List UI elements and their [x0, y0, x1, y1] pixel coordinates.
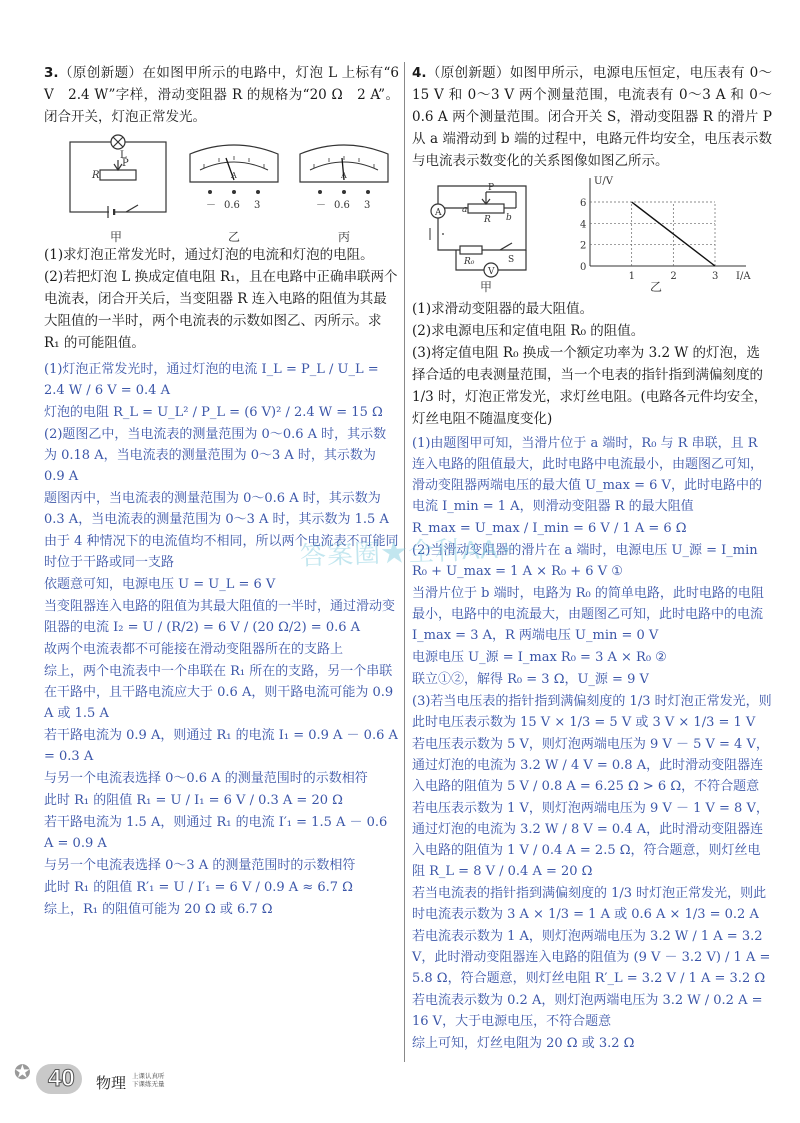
q4-part-3: (3)将定值电阻 R₀ 换成一个额定功率为 3.2 W 的灯泡，选择合适的电表测量范围，当一个电表的指针指到满偏刻度的 1/3 时，灯泡正常发光，求灯丝电阻。(电路各元件均安全，灯丝电阻不随温度变化): [412, 345, 768, 427]
q4-number: 4.: [412, 65, 427, 81]
q3-part-1: (1)求灯泡正常发光时，通过灯泡的电流和灯泡的电阻。: [44, 247, 374, 263]
q4-stem: [412, 62, 772, 172]
q4-answer-line: 若电流表示数为 0.2 A，则灯泡两端电压为 3.2 W / 0.2 A = 16 V，大于电源电压，不符合题意: [412, 993, 763, 1029]
q4-answer-line: (2)当滑动变阻器的滑片在 a 端时，电源电压 U_源 = I_min R₀ + U_max = 1 A × R₀ + 6 V ①: [412, 543, 758, 579]
x-tick-label: 1: [628, 271, 636, 282]
q3-answer-line: (1)灯泡正常发光时，通过灯泡的电流 I_L = P_L / U_L = 2.4 W / 6 V = 0.4 A: [44, 362, 379, 398]
q4-part-1: (1)求滑动变阻器的最大阻值。: [412, 301, 594, 317]
q3-answer-line: 此时 R₁ 的阻值 R′₁ = U / I′₁ = 6 V / 0.9 A ≈ 6.7 Ω: [44, 880, 353, 895]
q3-res-label: R: [92, 170, 100, 181]
q4-answer-line: R_max = U_max / I_min = 6 V / 1 A = 6 Ω: [412, 521, 687, 536]
q3-answer: [44, 358, 399, 920]
q4-res-r: R: [484, 215, 491, 225]
q3-stem-text: （原创新题）在如图甲所示的电路中，灯泡 L 上标有“6 V 2.4 W”字样，滑动变阻器 R 的规格为“20 Ω 2 A”。闭合开关，灯泡正常发光。: [44, 65, 399, 125]
q4-end-b: b: [506, 213, 512, 223]
q4-answer-line: 若电流表示数为 1 A，则灯泡两端电压为 3.2 W / 1 A = 3.2 V，此时滑动变阻器连入电路的阻值为 (9 V － 3.2 V) / 1 A = 5.8 Ω，符合题意，则灯丝电阻 R′_L = 3.2 V / 1 A = 3.2 Ω: [412, 929, 771, 986]
y-tick-label: 6: [580, 198, 587, 209]
watermark: 答案圈★全科AA+: [299, 533, 516, 571]
x-axis-label: I/A: [736, 271, 751, 282]
x-tick-label: 3: [712, 271, 719, 282]
q3-stem: [44, 62, 399, 128]
q3-yi-terminal-3: 3: [254, 200, 261, 211]
star-badge-icon: ✪: [14, 1060, 31, 1084]
q3-answer-line: 当变阻器连入电路的阻值为其最大阻值的一半时，通过滑动变阻器的电流 I₂ = U / (R/2) = 6 V / (20 Ω/2) = 0.6 A: [44, 599, 396, 635]
q3-ammeter-yi: [184, 138, 284, 218]
q3-bing-meter-a: A: [341, 171, 347, 180]
q4-figures: [412, 174, 772, 296]
x-tick-label: 2: [670, 271, 677, 282]
q4-answer-line: 电源电压 U_源 = I_max R₀ = 3 A × R₀ ②: [412, 650, 667, 665]
q3-answer-line: 题图丙中，当电流表的测量范围为 0～0.6 A 时，其示数为 0.3 A，当电流表的测量范围为 0～3 A 时，其示数为 1.5 A: [44, 491, 389, 527]
q4-ammeter-label: A: [435, 208, 442, 218]
q3-yi-terminal-06: 0.6: [224, 200, 240, 211]
q4-fig-jia-caption: 甲: [480, 280, 493, 294]
q3-lamp-label: L: [120, 150, 127, 161]
q3-answer-line: 综上，两个电流表中一个串联在 R₁ 所在的支路，另一个串联在干路中，且干路电流应大于 0.6 A，则干路电流可能为 0.9 A 或 1.5 A: [44, 664, 394, 721]
q3-answer-line: (2)题图乙中，当电流表的测量范围为 0～0.6 A 时，其示数为 0.18 A，当电流表的测量范围为 0～3 A 时，其示数为 0.9 A: [44, 427, 387, 484]
question-3: [44, 62, 399, 920]
q4-answer-line: 当滑片位于 b 端时，电路为 R₀ 的简单电路，此时电路的电阻最小，电路中的电流最大，由题图乙可知，此时电路中的电流 I_max = 3 A，R 两端电压 U_min = 0 V: [412, 586, 764, 643]
q3-yi-meter-a: A: [231, 171, 237, 180]
q4-res-r0: R₀: [464, 257, 475, 267]
q3-figures: [44, 134, 399, 244]
slogan-line-1: 上课认真听: [132, 1072, 165, 1080]
q3-answer-line: 与另一个电流表选择 0～0.6 A 的测量范围时的示数相符: [44, 771, 368, 786]
q4-circuit-jia: [416, 174, 546, 286]
q4-end-a: a: [462, 205, 468, 215]
q4-voltmeter-label: V: [488, 267, 495, 277]
q3-answer-line: 与另一个电流表选择 0～3 A 的测量范围时的示数相符: [44, 858, 356, 873]
q3-ammeter-bing: [294, 138, 394, 218]
q3-answer-line: 故两个电流表都不可能接在滑动变阻器所在的支路上: [44, 642, 344, 657]
y-tick-label: 2: [580, 240, 587, 252]
q3-answer-line: 若干路电流为 1.5 A，则通过 R₁ 的电流 I′₁ = 1.5 A － 0.6 A = 0.9 A: [44, 815, 388, 851]
q3-bing-terminal-minus: －: [316, 200, 326, 211]
q4-answer-line: (3)若当电压表的指针指到满偏刻度的 1/3 时灯泡正常发光，则此时电压表示数为 15 V × 1/3 = 5 V 或 3 V × 1/3 = 1 V: [412, 694, 772, 730]
q4-stem-text: （原创新题）如图甲所示，电源电压恒定，电压表有 0～15 V 和 0～3 V 两个测量范围，电流表有 0～3 A 和 0～0.6 A 两个测量范围。闭合开关 S，滑动变阻器 R 的滑片 P 从 a 端滑动到 b 端的过程中，电路元件均安全，电压表示数与电流表示数变化的关系图像如图乙所示。: [412, 65, 772, 169]
y-tick-label: 0: [580, 262, 587, 273]
q4-slider-p: P: [488, 183, 495, 193]
page-footer: [14, 1060, 274, 1100]
q4-answer-line: 综上可知，灯丝电阻为 20 Ω 或 3.2 Ω: [412, 1036, 635, 1051]
q3-fig-bing-caption: 丙: [338, 230, 351, 244]
q4-answer-line: 若电压表示数为 1 V，则灯泡两端电压为 9 V － 1 V = 8 V，通过灯泡的电流为 3.2 W / 8 V = 0.4 A，此时滑动变阻器连入电路的阻值为 1 V / 0.4 A = 2.5 Ω，符合题意，则灯丝电阻 R_L = 8 V / 0.4 A = 20 Ω: [412, 801, 769, 879]
y-tick-label: 4: [580, 219, 587, 231]
q4-answer-line: 若当电流表的指针指到满偏刻度的 1/3 时灯泡正常发光，则此时电流表示数为 3 A × 1/3 = 1 A 或 0.6 A × 1/3 = 0.2 A: [412, 886, 767, 922]
q3-answer-line: 此时 R₁ 的阻值 R₁ = U / I₁ = 6 V / 0.3 A = 20 Ω: [44, 793, 343, 808]
slogan-line-2: 下课练无量: [132, 1080, 165, 1088]
y-axis-label: U/V: [594, 176, 614, 187]
q3-part-2: (2)若把灯泡 L 换成定值电阻 R₁，且在电路中正确串联两个电流表，闭合开关后，当变阻器 R 连入电路的阻值为其最大阻值的一半时，两个电流表的示数如图乙、丙所示。求 R₁ 的可能阻值。: [44, 269, 398, 351]
q3-fig-jia-caption: 甲: [110, 230, 123, 244]
q3-bing-terminal-3: 3: [364, 200, 371, 211]
q3-answer-line: 综上，R₁ 的阻值可能为 20 Ω 或 6.7 Ω: [44, 902, 273, 917]
q3-number: 3.: [44, 65, 59, 81]
page-number: 40: [48, 1065, 75, 1092]
q3-answer-line: 若干路电流为 0.9 A，则通过 R₁ 的电流 I₁ = 0.9 A － 0.6 A = 0.3 A: [44, 728, 398, 764]
q3-bing-terminal-06: 0.6: [334, 200, 350, 211]
q3-circuit-jia: [64, 134, 174, 224]
q4-answer-line: 联立①②，解得 R₀ = 3 Ω，U_源 = 9 V: [412, 672, 649, 687]
q3-fig-yi-caption: 乙: [228, 230, 241, 244]
q3-slider-label: P: [122, 158, 129, 169]
q3-yi-terminal-minus: －: [206, 200, 216, 211]
slogan: [132, 1072, 165, 1088]
q3-answer-line: 由于 4 种情况下的电流值均不相同，所以两个电流表不可能同时位于干路或同一支路: [44, 534, 399, 570]
q4-part-2: (2)求电源电压和定值电阻 R₀ 的阻值。: [412, 323, 645, 339]
q4-answer: [412, 432, 772, 1054]
q4-parts: [412, 298, 772, 430]
q4-answer-line: (1)由题图甲可知，当滑片位于 a 端时，R₀ 与 R 串联，且 R 连入电路的阻值最大，此时电路中电流最小，由题图乙可知，滑动变阻器两端电压的最大值 U_max = 6 V，此时电路中的电流 I_min = 1 A，则滑动变阻器 R 的最大阻值: [412, 436, 764, 514]
q4-answer-line: 若电压表示数为 5 V，则灯泡两端电压为 9 V － 5 V = 4 V，通过灯泡的电流为 3.2 W / 4 V = 0.8 A，此时滑动变阻器连入电路的阻值为 5 V / 0.8 A = 6.25 Ω > 6 Ω，不符合题意: [412, 737, 769, 794]
subject-label: 物理: [96, 1075, 127, 1092]
q3-parts: [44, 244, 399, 354]
q4-switch-s: S: [508, 255, 515, 265]
q4-chart-yi: [562, 174, 762, 286]
q3-answer-line: 依题意可知，电源电压 U = U_L = 6 V: [44, 577, 276, 592]
q4-fig-yi-caption: 乙: [650, 280, 663, 294]
q3-answer-line: 灯泡的电阻 R_L = U_L² / P_L = (6 V)² / 2.4 W = 15 Ω: [44, 405, 383, 420]
